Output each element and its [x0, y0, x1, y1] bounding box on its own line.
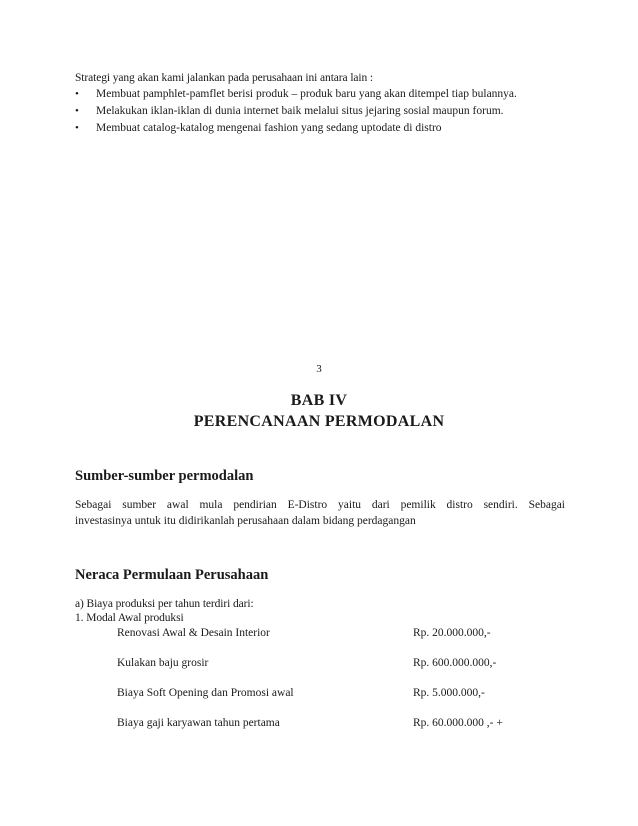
bullet-marker: • [75, 122, 79, 134]
chapter-title: PERENCANAAN PERMODALAN [193, 413, 445, 430]
strategy-item: Membuat pamphlet-pamflet berisi produk – produk baru yang akan ditempel tiap bulannya. [96, 88, 517, 100]
page-number: 3 [316, 363, 322, 375]
chapter-label: BAB IV [290, 392, 348, 409]
cost-value: Rp. 600.000.000,- [413, 657, 497, 669]
strategy-item: Melakukan iklan-iklan di dunia internet baik melalui situs jejaring sosial maupun forum. [96, 105, 504, 117]
section-heading-funding-sources: Sumber-sumber permodalan [75, 468, 254, 484]
cost-label: Biaya Soft Opening dan Promosi awal [117, 687, 294, 699]
strategy-item: Membuat catalog-katalog mengenai fashion yang sedang uptodate di distro [96, 122, 442, 134]
bullet-marker: • [75, 88, 79, 100]
strategy-intro: Strategi yang akan kami jalankan pada perusahaan ini antara lain : [75, 72, 374, 84]
section-heading-opening-balance: Neraca Permulaan Perusahaan [75, 567, 269, 583]
cost-label: Renovasi Awal & Desain Interior [117, 627, 270, 639]
cost-label: Biaya gaji karyawan tahun pertama [117, 717, 280, 729]
paragraph-line: investasinya untuk itu didirikanlah perusahaan dalam bidang perdagangan [75, 515, 416, 527]
paragraph-line: Sebagai sumber awal mula pendirian E-Distro yaitu dari pemilik distro sendiri. Sebagai [75, 499, 565, 511]
cost-value: Rp. 5.000.000,- [413, 687, 485, 699]
funding-paragraph [75, 497, 565, 529]
cost-value: Rp. 60.000.000 ,- + [413, 717, 503, 729]
cost-label: Kulakan baju grosir [117, 657, 209, 669]
list-item-a: a) Biaya produksi per tahun terdiri dari: [75, 598, 254, 610]
bullet-marker: • [75, 105, 79, 117]
list-item-1: 1. Modal Awal produksi [75, 612, 184, 624]
cost-value: Rp. 20.000.000,- [413, 627, 491, 639]
